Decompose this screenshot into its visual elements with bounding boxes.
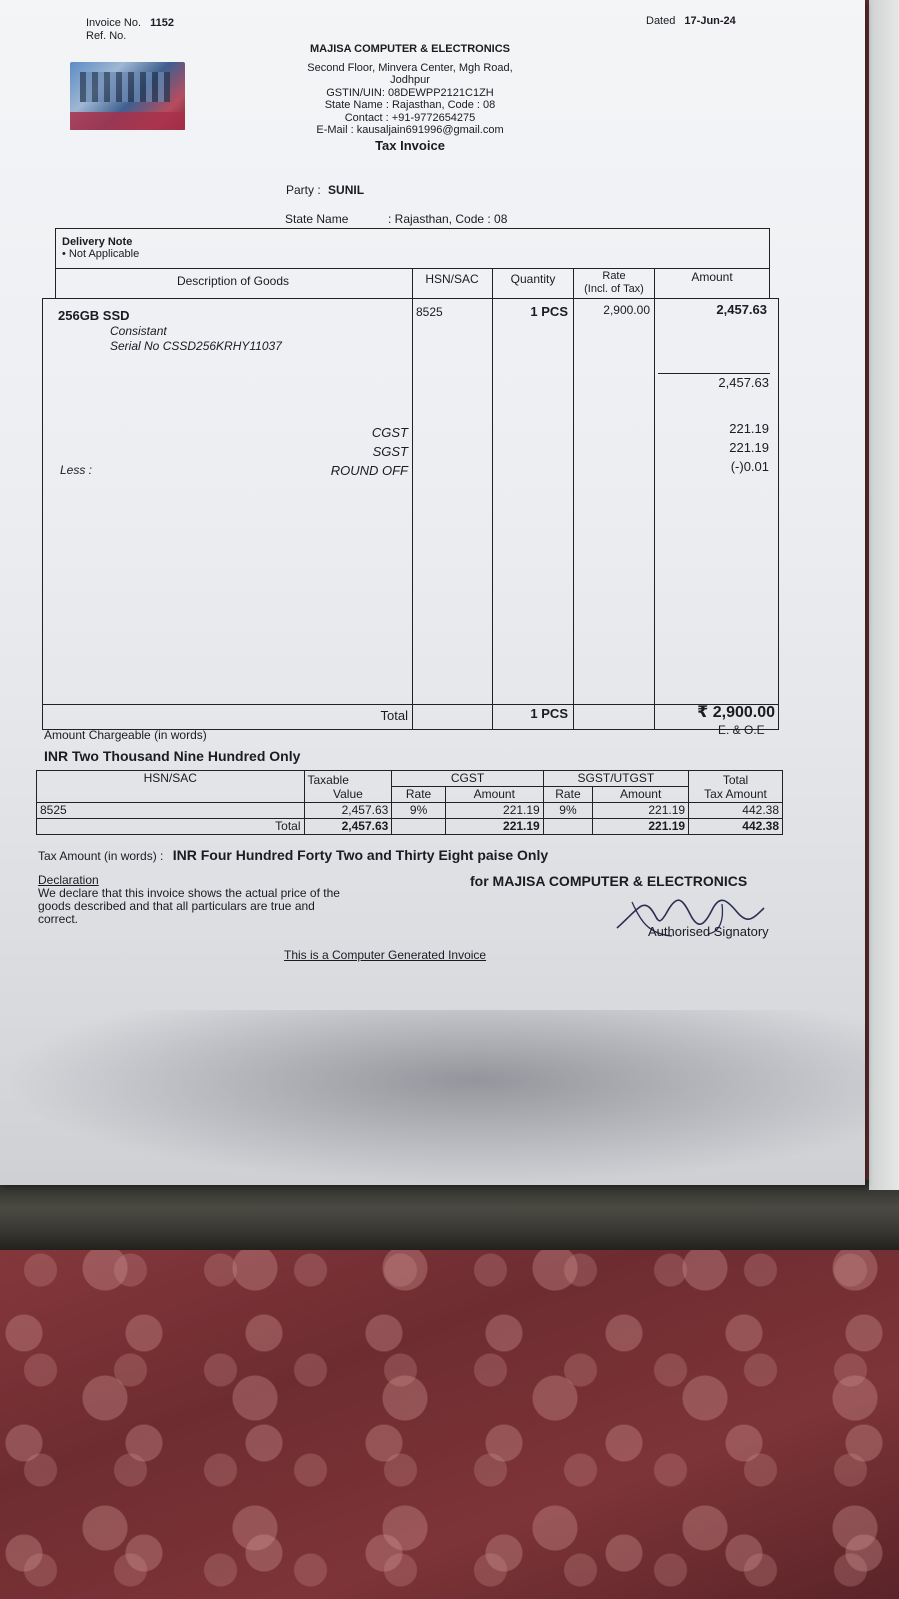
seller-name: MAJISA COMPUTER & ELECTRONICS xyxy=(309,43,511,55)
col-divider-rate xyxy=(573,268,574,730)
tax-total-label: Total xyxy=(37,819,305,835)
item-rate: 2,900.00 xyxy=(603,303,650,317)
item-quantity: 1 PCS xyxy=(530,304,568,319)
invoice-number-label: Invoice No. xyxy=(86,17,142,29)
tax-taxable-header-2: Value xyxy=(333,786,363,801)
tax-total-header-2: Tax Amount xyxy=(704,786,767,801)
tax-total-taxable: 2,457.63 xyxy=(304,819,392,835)
tax-hsn-header: HSN/SAC xyxy=(37,771,305,803)
document-title: Tax Invoice xyxy=(375,137,445,153)
seller-state: State Name : Rajasthan, Code : 08 xyxy=(324,99,496,111)
sgst-label: SGST xyxy=(372,444,408,459)
col-divider-amount xyxy=(654,268,655,730)
tax-total-header xyxy=(689,771,783,803)
subtotal-amount: 2,457.63 xyxy=(718,375,769,390)
tax-taxable-header xyxy=(304,771,392,803)
date-row xyxy=(646,15,736,27)
amount-in-words: INR Two Thousand Nine Hundred Only xyxy=(44,748,301,764)
tax-values xyxy=(656,419,769,476)
paper-stack-edge xyxy=(869,0,899,1190)
seller-gstin: GSTIN/UIN: 08DEWPP2121C1ZH xyxy=(326,86,494,99)
invoice-date: 17-Jun-24 xyxy=(684,15,736,27)
roundoff-value: (-)0.01 xyxy=(730,459,769,474)
cgst-label: CGST xyxy=(371,425,408,440)
tax-row-sgst-rate: 9% xyxy=(543,803,592,819)
tax-total-amount: 442.38 xyxy=(689,819,783,835)
header-amount: Amount xyxy=(691,270,733,284)
tax-words-label: Tax Amount (in words) : xyxy=(38,849,164,863)
tax-total-sgst-amount: 221.19 xyxy=(593,819,689,835)
header-rate-line1: Rate xyxy=(602,270,626,282)
roundoff-label: ROUND OFF xyxy=(330,463,408,478)
tax-total-cgst-amount: 221.19 xyxy=(445,819,543,835)
shop-logo-image xyxy=(70,62,185,130)
tax-cgst-amount-header: Amount xyxy=(445,787,543,803)
header-rate xyxy=(574,270,654,296)
declaration-line-1: We declare that this invoice shows the actual price of the xyxy=(38,886,340,900)
cgst-value: 221.19 xyxy=(729,421,769,436)
declaration-line-3: correct. xyxy=(38,912,79,926)
delivery-note xyxy=(62,236,139,260)
item-name: 256GB SSD xyxy=(58,308,130,323)
metal-bar xyxy=(0,1180,899,1250)
tax-data-row xyxy=(37,803,783,819)
sgst-value: 221.19 xyxy=(729,440,769,455)
item-hsn: 8525 xyxy=(416,305,443,319)
header-quantity: Quantity xyxy=(510,272,556,286)
seller-address-2: Jodhpur xyxy=(390,74,430,86)
tax-row-taxable: 2,457.63 xyxy=(304,803,392,819)
seller-email: E-Mail : kausaljain691996@gmail.com xyxy=(316,124,504,136)
col-divider-hsn xyxy=(412,268,413,730)
seller-address-1: Second Floor, Minvera Center, Mgh Road, xyxy=(307,61,513,74)
seller-block xyxy=(270,43,550,152)
declaration-block xyxy=(38,874,340,926)
photo-shadow xyxy=(0,1010,865,1185)
item-amount: 2,457.63 xyxy=(716,302,767,317)
tax-summary-table xyxy=(36,770,783,835)
ref-number-label: Ref. No. xyxy=(86,30,127,42)
tax-total-cgst-rate-empty xyxy=(392,819,446,835)
tax-sgst-header: SGST/UTGST xyxy=(543,771,688,787)
less-label: Less : xyxy=(60,463,93,477)
authorised-signatory: Authorised Signatory xyxy=(648,924,769,939)
tax-words-row xyxy=(38,847,548,863)
delivery-note-label: Delivery Note xyxy=(62,236,133,248)
tax-row-total: 442.38 xyxy=(689,803,783,819)
header-description: Description of Goods xyxy=(176,274,290,288)
total-quantity: 1 PCS xyxy=(530,706,568,721)
tax-total-row xyxy=(37,819,783,835)
tax-row-hsn: 8525 xyxy=(37,803,305,819)
header-hsn: HSN/SAC xyxy=(425,272,479,286)
party-state-value: : Rajasthan, Code : 08 xyxy=(388,212,508,226)
fabric-background xyxy=(0,1190,899,1599)
items-table-frame xyxy=(42,298,779,730)
party-label: Party : xyxy=(286,183,321,197)
declaration-line-2: goods described and that all particulars are true and xyxy=(38,899,315,913)
invoice-number: 1152 xyxy=(150,17,174,29)
header-rate-line2: (Incl. of Tax) xyxy=(584,283,644,295)
for-company: for MAJISA COMPUTER & ELECTRONICS xyxy=(470,873,748,889)
tax-row-cgst-amount: 221.19 xyxy=(445,803,543,819)
item-brand: Consistant xyxy=(110,324,167,338)
invoice-number-row xyxy=(86,17,174,29)
tax-taxable-header-1: Taxable xyxy=(307,772,349,787)
tax-header-row-1 xyxy=(37,771,783,787)
tax-row-cgst-rate: 9% xyxy=(392,803,446,819)
item-serial: Serial No CSSD256KRHY11037 xyxy=(110,339,282,353)
tax-sgst-rate-header: Rate xyxy=(543,787,592,803)
tax-total-sgst-rate-empty xyxy=(543,819,592,835)
computer-generated-note: This is a Computer Generated Invoice xyxy=(284,948,487,962)
subtotal-line xyxy=(658,373,770,374)
tax-labels xyxy=(250,423,408,480)
total-label: Total xyxy=(380,708,408,723)
date-label: Dated xyxy=(646,15,676,27)
declaration-label: Declaration xyxy=(38,873,99,887)
tax-cgst-rate-header: Rate xyxy=(392,787,446,803)
tax-sgst-amount-header: Amount xyxy=(593,787,689,803)
tax-words-value: INR Four Hundred Forty Two and Thirty Eight paise Only xyxy=(172,847,549,863)
tax-row-sgst-amount: 221.19 xyxy=(593,803,689,819)
tax-total-header-1: Total xyxy=(722,772,749,787)
total-amount: ₹ 2,900.00 xyxy=(697,704,775,721)
eoe-label: E. & O.E xyxy=(718,723,765,737)
tax-cgst-header: CGST xyxy=(392,771,543,787)
party-row xyxy=(286,183,364,197)
party-state-label: State Name xyxy=(285,212,349,226)
party-name: SUNIL xyxy=(328,183,365,197)
delivery-note-value: • Not Applicable xyxy=(62,248,140,260)
col-divider-qty xyxy=(492,268,493,730)
seller-contact: Contact : +91-9772654275 xyxy=(344,111,476,124)
amount-chargeable-label: Amount Chargeable (in words) xyxy=(44,728,207,742)
